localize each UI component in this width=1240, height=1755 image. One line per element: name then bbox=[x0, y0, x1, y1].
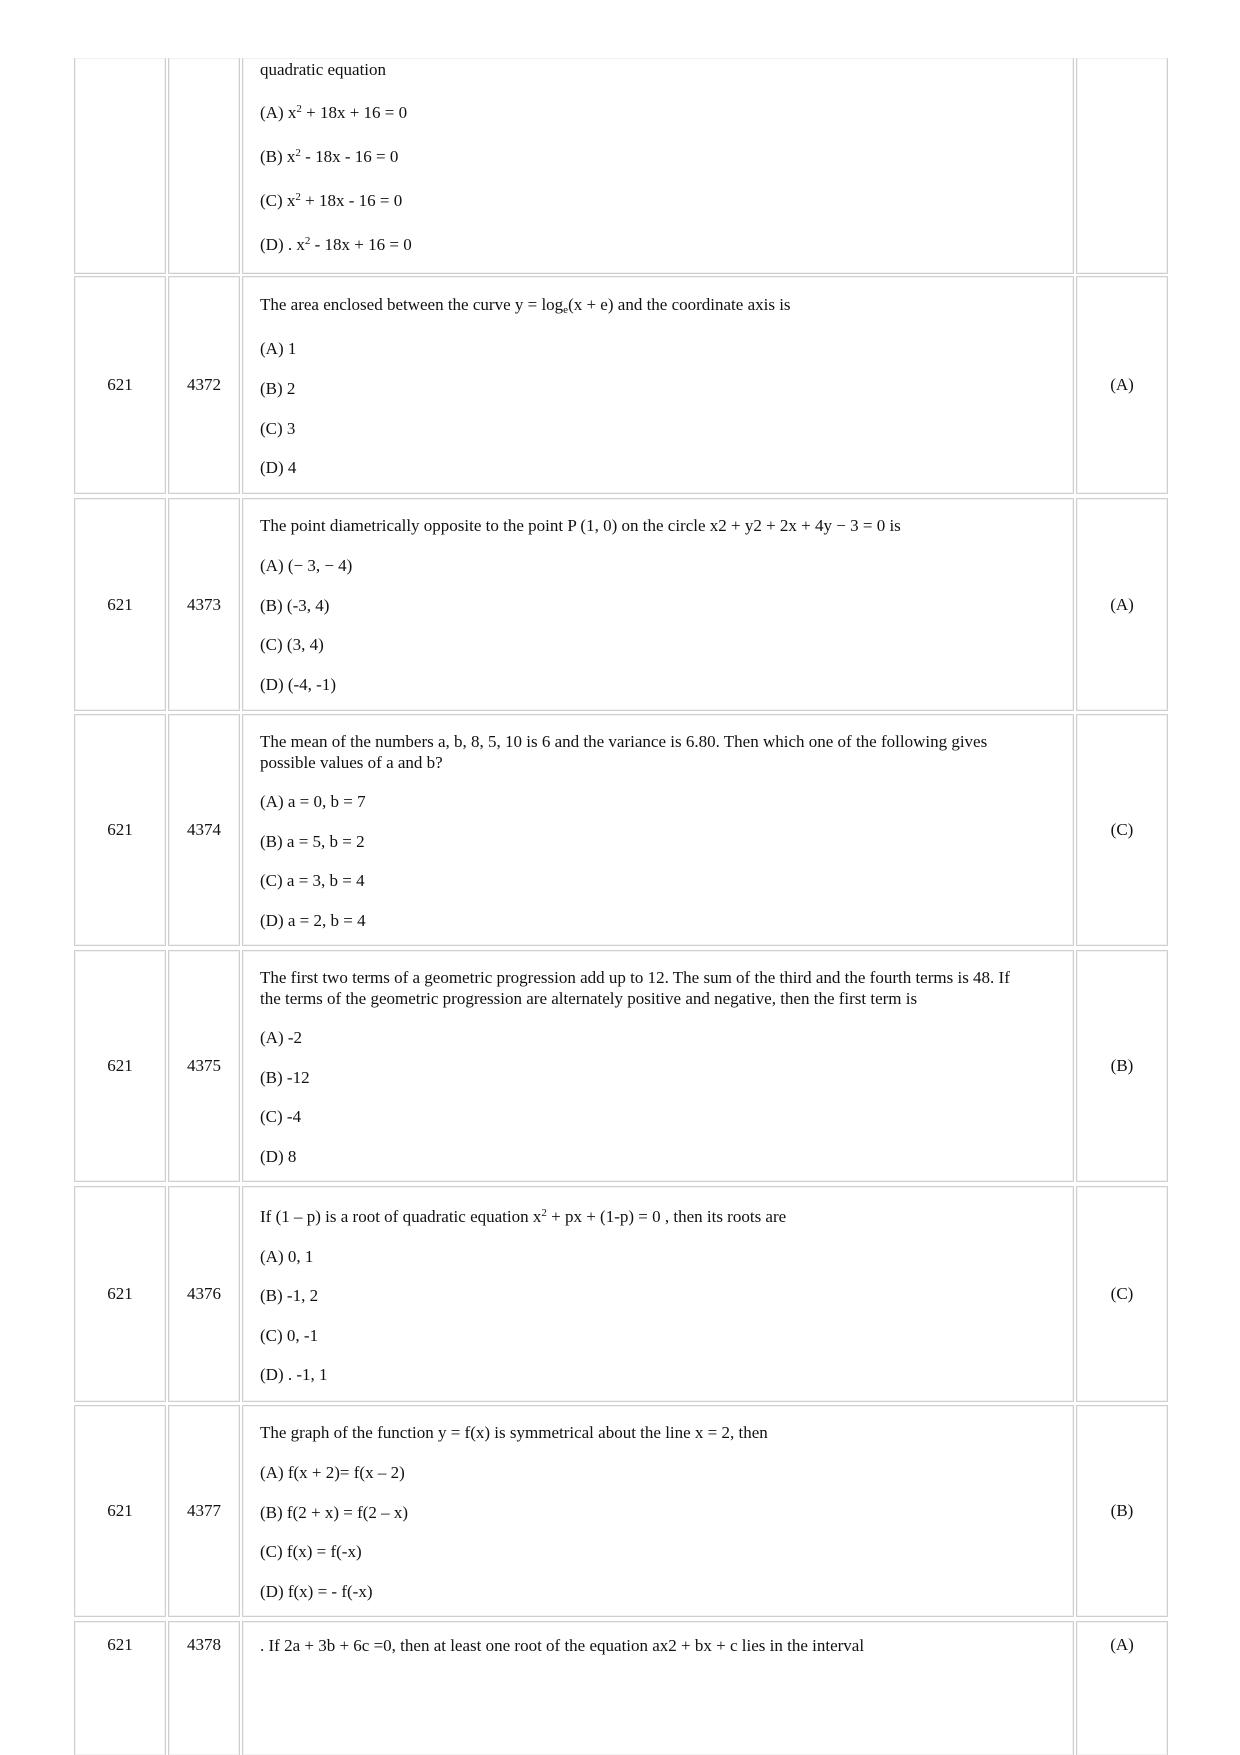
question-cell bbox=[242, 1405, 1074, 1617]
option-b: (B) 2 bbox=[260, 379, 296, 398]
answer-cell: (B) bbox=[1076, 950, 1168, 1182]
answer-cell: (C) bbox=[1076, 1186, 1168, 1402]
option-d: (D) 8 bbox=[260, 1147, 297, 1166]
option-d: (D) . -1, 1 bbox=[260, 1365, 328, 1384]
question-text: quadratic equation bbox=[260, 60, 387, 79]
option-a: (A) -2 bbox=[260, 1028, 303, 1047]
question-text: The area enclosed between the curve $y = \log_e(x + e)$ and the coordinate axis is bbox=[260, 295, 791, 316]
question-text: . If 2a + 3b + 6c =0, then at least one root of the equation ax2 + bx + c lies in the interval bbox=[260, 1636, 865, 1655]
answer-cell: (A) bbox=[1076, 276, 1168, 494]
option-a: (A) $x^2 + 18x + 16 = 0$ bbox=[260, 103, 408, 122]
qid-cell: 4376 bbox=[168, 1186, 240, 1402]
qid-cell: 4378 bbox=[168, 1621, 240, 1755]
option-c: (C) 3 bbox=[260, 419, 296, 438]
question-cell bbox=[242, 58, 1074, 274]
qid-cell bbox=[168, 58, 240, 274]
sno-cell: 621 bbox=[74, 276, 166, 494]
option-c: (C) 0, -1 bbox=[260, 1326, 319, 1345]
option-a: (A) 0, 1 bbox=[260, 1247, 314, 1266]
question-text: The graph of the function y = f(x) is symmetrical about the line x = 2, then bbox=[260, 1423, 768, 1442]
question-cell bbox=[242, 950, 1074, 1182]
question-cell bbox=[242, 1186, 1074, 1402]
option-d: (D) a = 2, b = 4 bbox=[260, 911, 366, 930]
option-b: (B) -12 bbox=[260, 1068, 310, 1087]
option-a: (A) 1 bbox=[260, 339, 297, 358]
qid-cell: 4375 bbox=[168, 950, 240, 1182]
answer-cell: (A) bbox=[1076, 1621, 1168, 1755]
answer-cell: (C) bbox=[1076, 714, 1168, 946]
option-a: (A) f(x + 2)= f(x – 2) bbox=[260, 1463, 405, 1482]
sno-cell: 621 bbox=[74, 1405, 166, 1617]
answer-cell bbox=[1076, 58, 1168, 274]
option-d: (D) . $x^2 - 18x + 16 = 0$ bbox=[260, 235, 412, 254]
qid-cell: 4377 bbox=[168, 1405, 240, 1617]
option-c: (C) -4 bbox=[260, 1107, 302, 1126]
qid-cell: 4372 bbox=[168, 276, 240, 494]
option-b: (B) (-3, 4) bbox=[260, 596, 330, 615]
sno-cell: 621 bbox=[74, 1186, 166, 1402]
sno-cell: 621 bbox=[74, 1621, 166, 1755]
option-a: (A) (− 3, − 4) bbox=[260, 556, 353, 575]
question-text: The first two terms of a geometric progression add up to 12. The sum of the third and the fourth terms is 48. If the terms of the geometric progression are alternately positive and negative, then the first term is bbox=[260, 968, 1010, 1008]
option-d: (D) 4 bbox=[260, 458, 297, 477]
question-text: If (1 – p) is a root of quadratic equation $x^2$ + px + (1-p) = 0 , then its roots are bbox=[260, 1207, 787, 1226]
option-a: (A) a = 0, b = 7 bbox=[260, 792, 366, 811]
option-c: (C) a = 3, b = 4 bbox=[260, 871, 365, 890]
option-c: (C) (3, 4) bbox=[260, 635, 324, 654]
option-d: (D) f(x) = - f(-x) bbox=[260, 1582, 373, 1601]
sno-cell: 621 bbox=[74, 498, 166, 711]
sno-cell: 621 bbox=[74, 714, 166, 946]
qid-cell: 4373 bbox=[168, 498, 240, 711]
option-c: (C) f(x) = f(-x) bbox=[260, 1542, 362, 1561]
option-b: (B) f(2 + x) = f(2 – x) bbox=[260, 1503, 409, 1522]
question-text: The mean of the numbers a, b, 8, 5, 10 is 6 and the variance is 6.80. Then which one of the following gives possible values of a and b? bbox=[260, 732, 988, 772]
answer-cell: (B) bbox=[1076, 1405, 1168, 1617]
option-b: (B) $x^2 - 18x - 16 = 0$ bbox=[260, 147, 399, 166]
qid-cell: 4374 bbox=[168, 714, 240, 946]
question-cell bbox=[242, 276, 1074, 494]
question-cell bbox=[242, 714, 1074, 946]
option-d: (D) (-4, -1) bbox=[260, 675, 336, 694]
sno-cell: 621 bbox=[74, 950, 166, 1182]
question-text: The point diametrically opposite to the point P (1, 0) on the circle x2 + y2 + 2x + 4y − 3 = 0 is bbox=[260, 516, 901, 535]
question-cell bbox=[242, 498, 1074, 711]
answer-cell: (A) bbox=[1076, 498, 1168, 711]
option-c: (C) $x^2 + 18x - 16 = 0$ bbox=[260, 191, 403, 210]
option-b: (B) -1, 2 bbox=[260, 1286, 319, 1305]
option-b: (B) a = 5, b = 2 bbox=[260, 832, 365, 851]
sno-cell bbox=[74, 58, 166, 274]
question-cell bbox=[242, 1621, 1074, 1755]
